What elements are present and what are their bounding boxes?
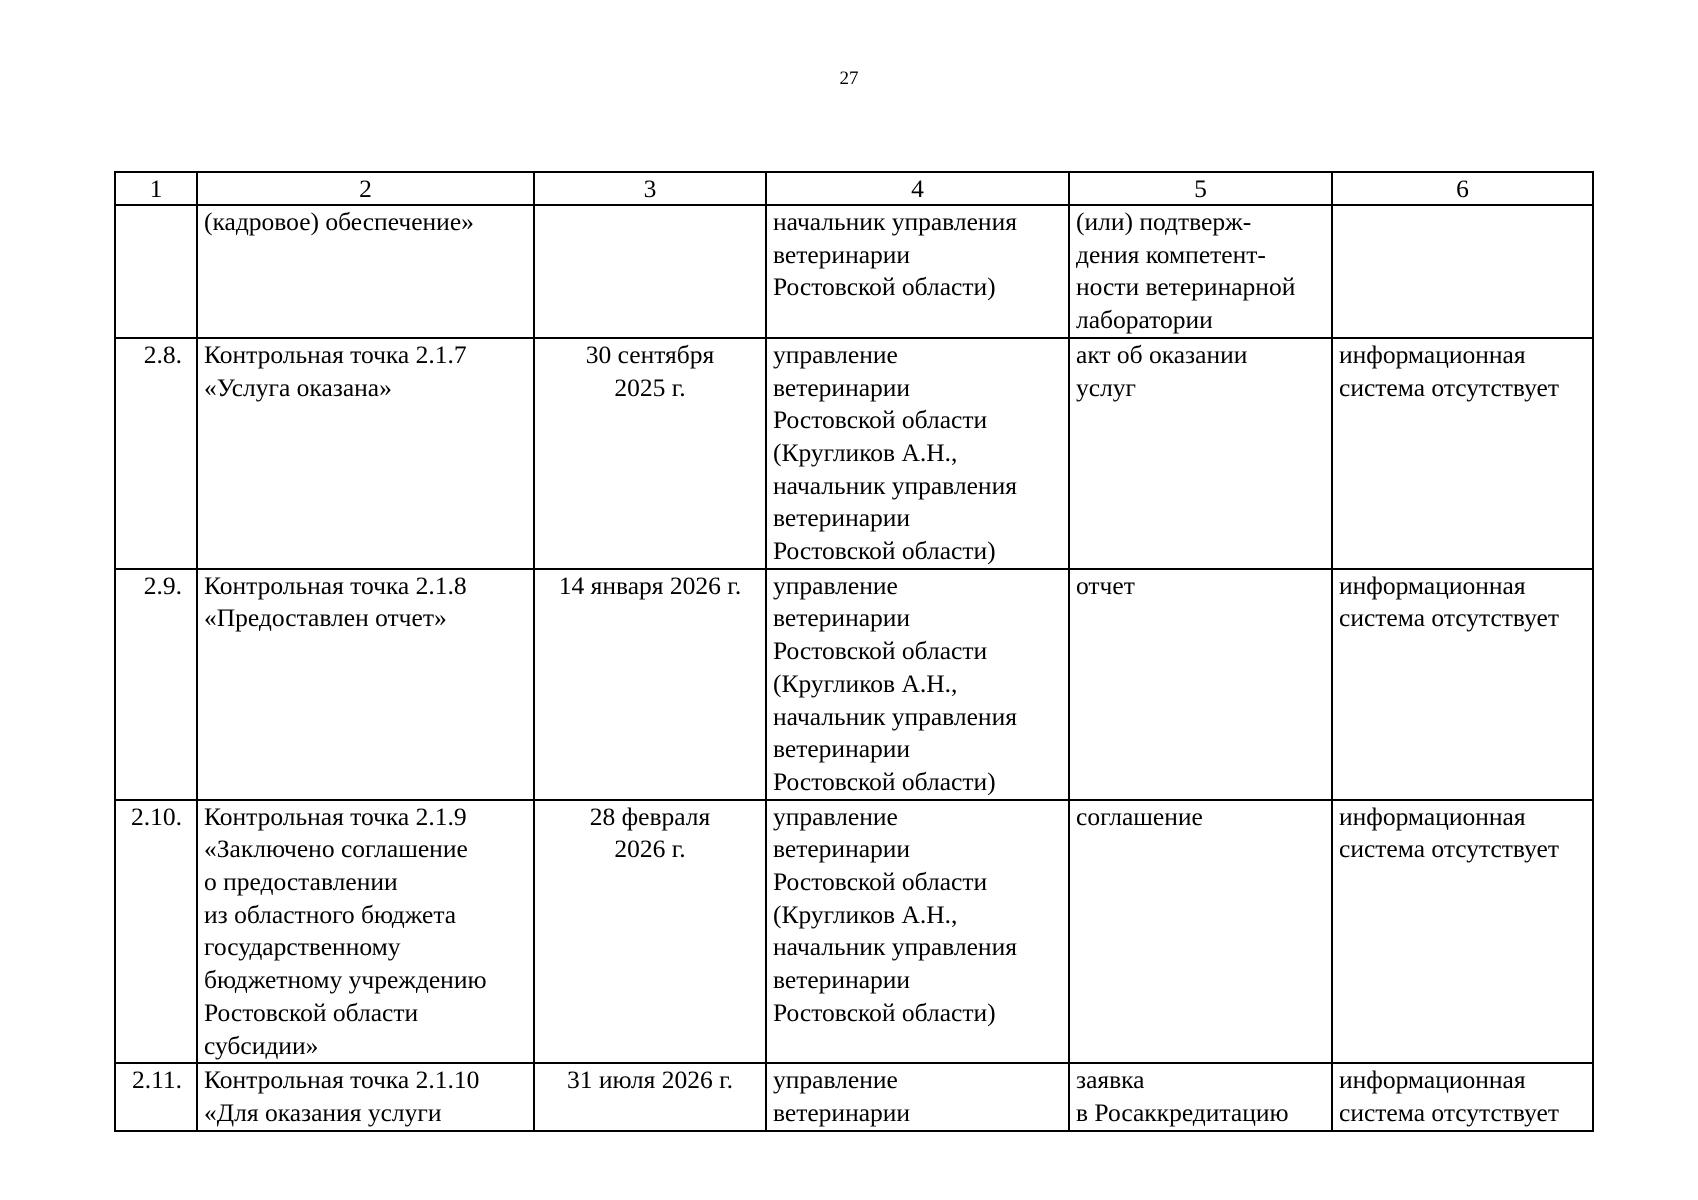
column-header: 5 [1069, 172, 1332, 205]
row-date: 30 сентября 2025 г. [534, 338, 766, 569]
table-row [115, 569, 1593, 800]
row-date [534, 205, 766, 338]
row-responsible: управление ветеринарии Ростовской области (Кругликов А.Н., начальник управления ветеринарии Ростовской области) [766, 338, 1069, 569]
row-document: акт об оказании услуг [1069, 338, 1332, 569]
row-document: заявка в Росаккредитацию [1069, 1063, 1332, 1130]
row-responsible: управление ветеринарии Ростовской области (Кругликов А.Н., начальник управления ветеринарии Ростовской области) [766, 569, 1069, 800]
row-number: 2.10. [115, 800, 197, 1064]
row-document: отчет [1069, 569, 1332, 800]
row-information-system [1332, 205, 1593, 338]
row-name: Контрольная точка 2.1.9 «Заключено соглашение о предоставлении из областного бюджета государственному бюджетному учреждению Ростовской области субсидии» [197, 800, 534, 1064]
row-name: Контрольная точка 2.1.7 «Услуга оказана» [197, 338, 534, 569]
row-responsible: управление ветеринарии Ростовской области (Кругликов А.Н., начальник управления ветеринарии Ростовской области) [766, 800, 1069, 1064]
row-document: соглашение [1069, 800, 1332, 1064]
row-information-system: информационная система отсутствует [1332, 1063, 1593, 1130]
table-row [115, 338, 1593, 569]
row-date: 14 января 2026 г. [534, 569, 766, 800]
page-number: 27 [839, 68, 859, 89]
column-header: 6 [1332, 172, 1593, 205]
row-responsible: начальник управления ветеринарии Ростовской области) [766, 205, 1069, 338]
table-row [115, 800, 1593, 1064]
table-row [115, 205, 1593, 338]
control-points-table [114, 171, 1594, 1132]
row-name: Контрольная точка 2.1.10 «Для оказания услуги [197, 1063, 534, 1130]
row-date: 28 февраля 2026 г. [534, 800, 766, 1064]
row-responsible: управление ветеринарии [766, 1063, 1069, 1130]
row-number: 2.9. [115, 569, 197, 800]
row-name: (кадровое) обеспечение» [197, 205, 534, 338]
row-number [115, 205, 197, 338]
column-header: 4 [766, 172, 1069, 205]
table-row [115, 1063, 1593, 1130]
row-information-system: информационная система отсутствует [1332, 569, 1593, 800]
table-header-row [115, 172, 1593, 205]
row-number: 2.11. [115, 1063, 197, 1130]
column-header: 1 [115, 172, 197, 205]
row-information-system: информационная система отсутствует [1332, 338, 1593, 569]
row-date: 31 июля 2026 г. [534, 1063, 766, 1130]
column-header: 3 [534, 172, 766, 205]
column-header: 2 [197, 172, 534, 205]
row-document: (или) подтверж- дения компетент- ности ветеринарной лаборатории [1069, 205, 1332, 338]
row-number: 2.8. [115, 338, 197, 569]
row-information-system: информационная система отсутствует [1332, 800, 1593, 1064]
row-name: Контрольная точка 2.1.8 «Предоставлен отчет» [197, 569, 534, 800]
